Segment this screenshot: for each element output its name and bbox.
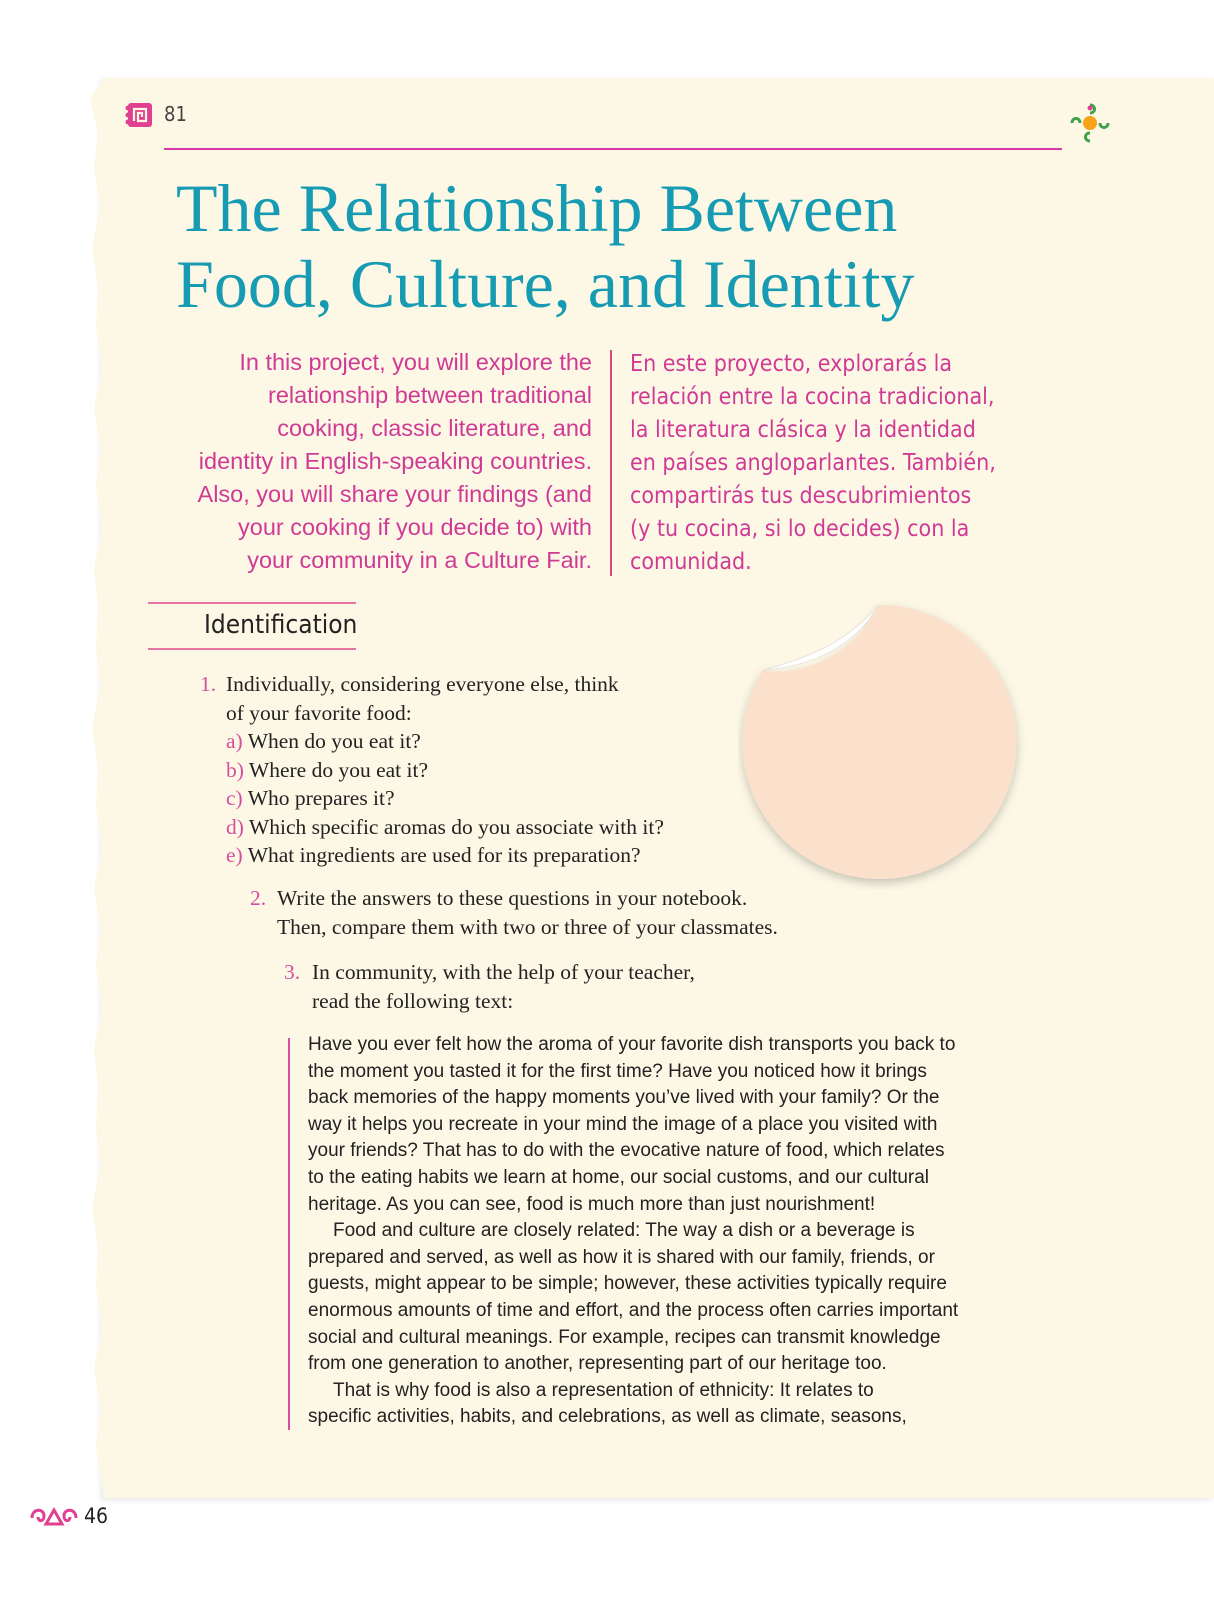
page-title <box>176 170 914 322</box>
reading-line: Food and culture are closely related: The way a dish or a beverage is <box>333 1220 915 1242</box>
intro-es-line: relación entre la cocina tradicional, <box>630 384 995 410</box>
intro-es-line: (y tu cocina, si lo decides) con la <box>630 516 970 542</box>
reading-paragraph-2 <box>308 1218 1028 1378</box>
torn-paper-edge <box>84 78 114 1498</box>
reading-line: your friends? That has to do with the evocative nature of food, which relates <box>308 1140 945 1162</box>
sub-question-letter: b) <box>226 757 244 782</box>
sub-question-text: Which specific aromas do you associate with it? <box>248 814 664 839</box>
reading-border <box>288 1038 290 1430</box>
question-text: In community, with the help of your teacher, <box>312 960 695 984</box>
question-2 <box>250 884 778 941</box>
sub-question-list <box>200 727 664 870</box>
intro-es-line: En este proyecto, explorarás la <box>630 351 952 377</box>
sub-question-text: When do you eat it? <box>247 729 421 753</box>
reading-paragraph-1 <box>308 1032 1028 1218</box>
intro-en-line: identity in English-speaking countries. <box>198 448 592 474</box>
reading-line: heritage. As you can see, food is much more than just nourishment! <box>308 1193 876 1215</box>
intro-es-line: en países angloparlantes. También, <box>630 450 996 476</box>
reading-paragraph-3 <box>308 1378 1028 1431</box>
intro-es-line: comunidad. <box>630 549 752 575</box>
sub-question <box>226 813 664 842</box>
intro-divider <box>610 350 612 576</box>
sub-question-text: Who prepares it? <box>247 786 395 810</box>
pink-ornament-icon <box>30 1504 78 1530</box>
flower-ornament-icon <box>1066 99 1118 151</box>
intro-spanish <box>630 348 1030 579</box>
sub-question <box>226 727 664 756</box>
reading-line: That is why food is also a representation of ethnicity: It relates to <box>333 1379 874 1401</box>
reading-line: Have you ever felt how the aroma of your favorite dish transports you back to <box>308 1034 956 1055</box>
reading-line: to the eating habits we learn at home, our social customs, and our cultural <box>308 1166 930 1188</box>
intro-es-line: la literatura clásica y la identidad <box>630 417 976 443</box>
intro-english <box>170 346 592 577</box>
question-number: 1. <box>200 672 217 696</box>
reading-line: guests, might appear to be simple; however, these activities typically require <box>308 1273 947 1295</box>
sub-question-text: Where do you eat it? <box>248 757 429 782</box>
intro-en-line: In this project, you will explore the <box>239 349 592 375</box>
sub-question-letter: a) <box>226 729 243 753</box>
question-3 <box>284 958 695 1015</box>
sub-question <box>226 756 664 785</box>
section-rule-bottom <box>148 648 356 650</box>
intro-en-line: your cooking if you decide to) with <box>238 514 592 540</box>
title-line-2: Food, Culture, and Identity <box>176 246 915 322</box>
question-text: read the following text: <box>312 988 514 1013</box>
reading-line: specific activities, habits, and celebrations, as well as climate, seasons, <box>308 1406 907 1428</box>
reading-line: way it helps you recreate in your mind the image of a place you visited with <box>308 1113 938 1135</box>
intro-en-line: your community in a Culture Fair. <box>247 547 592 573</box>
reading-line: prepared and served, as well as how it is shared with our family, friends, or <box>308 1246 935 1268</box>
question-text: Then, compare them with two or three of your classmates. <box>277 914 778 939</box>
blank-round-sticker <box>738 600 1028 890</box>
section-rule-top <box>148 602 356 604</box>
intro-es-line: compartirás tus descubrimientos <box>630 483 972 509</box>
sub-question <box>226 841 664 870</box>
reading-line: from one generation to another, representing part of our heritage too. <box>308 1353 887 1375</box>
section-heading: Identification <box>204 610 358 640</box>
question-text: Write the answers to these questions in your notebook. <box>277 886 748 910</box>
header-page-badge: 81 <box>164 102 187 126</box>
reading-line: the moment you tasted it for the first time? Have you noticed how it brings <box>308 1060 927 1082</box>
sub-question <box>226 784 664 813</box>
question-number: 3. <box>284 960 301 984</box>
reading-text <box>308 1032 1028 1431</box>
header-rule <box>164 148 1062 150</box>
title-line-1: The Relationship Between <box>176 170 898 246</box>
intro-en-line: relationship between traditional <box>268 382 592 408</box>
sub-question-text: What ingredients are used for its preparation? <box>247 843 641 867</box>
reading-line: back memories of the happy moments you’ve lived with your family? Or the <box>308 1087 940 1109</box>
page-number: 46 <box>84 1504 109 1528</box>
reading-line: social and cultural meanings. For example, recipes can transmit knowledge <box>308 1326 941 1348</box>
question-1 <box>200 670 664 870</box>
question-text: Individually, considering everyone else, think <box>226 672 619 696</box>
intro-en-line: Also, you will share your findings (and <box>197 481 592 507</box>
sub-question-letter: e) <box>226 843 243 867</box>
intro-en-line: cooking, classic literature, and <box>277 415 592 441</box>
question-number: 2. <box>250 886 267 910</box>
question-text: of your favorite food: <box>226 700 412 725</box>
sub-question-letter: d) <box>226 814 244 839</box>
aztec-spiral-icon <box>125 100 155 130</box>
reading-line: enormous amounts of time and effort, and the process often carries important <box>308 1299 959 1321</box>
sub-question-letter: c) <box>226 786 243 810</box>
